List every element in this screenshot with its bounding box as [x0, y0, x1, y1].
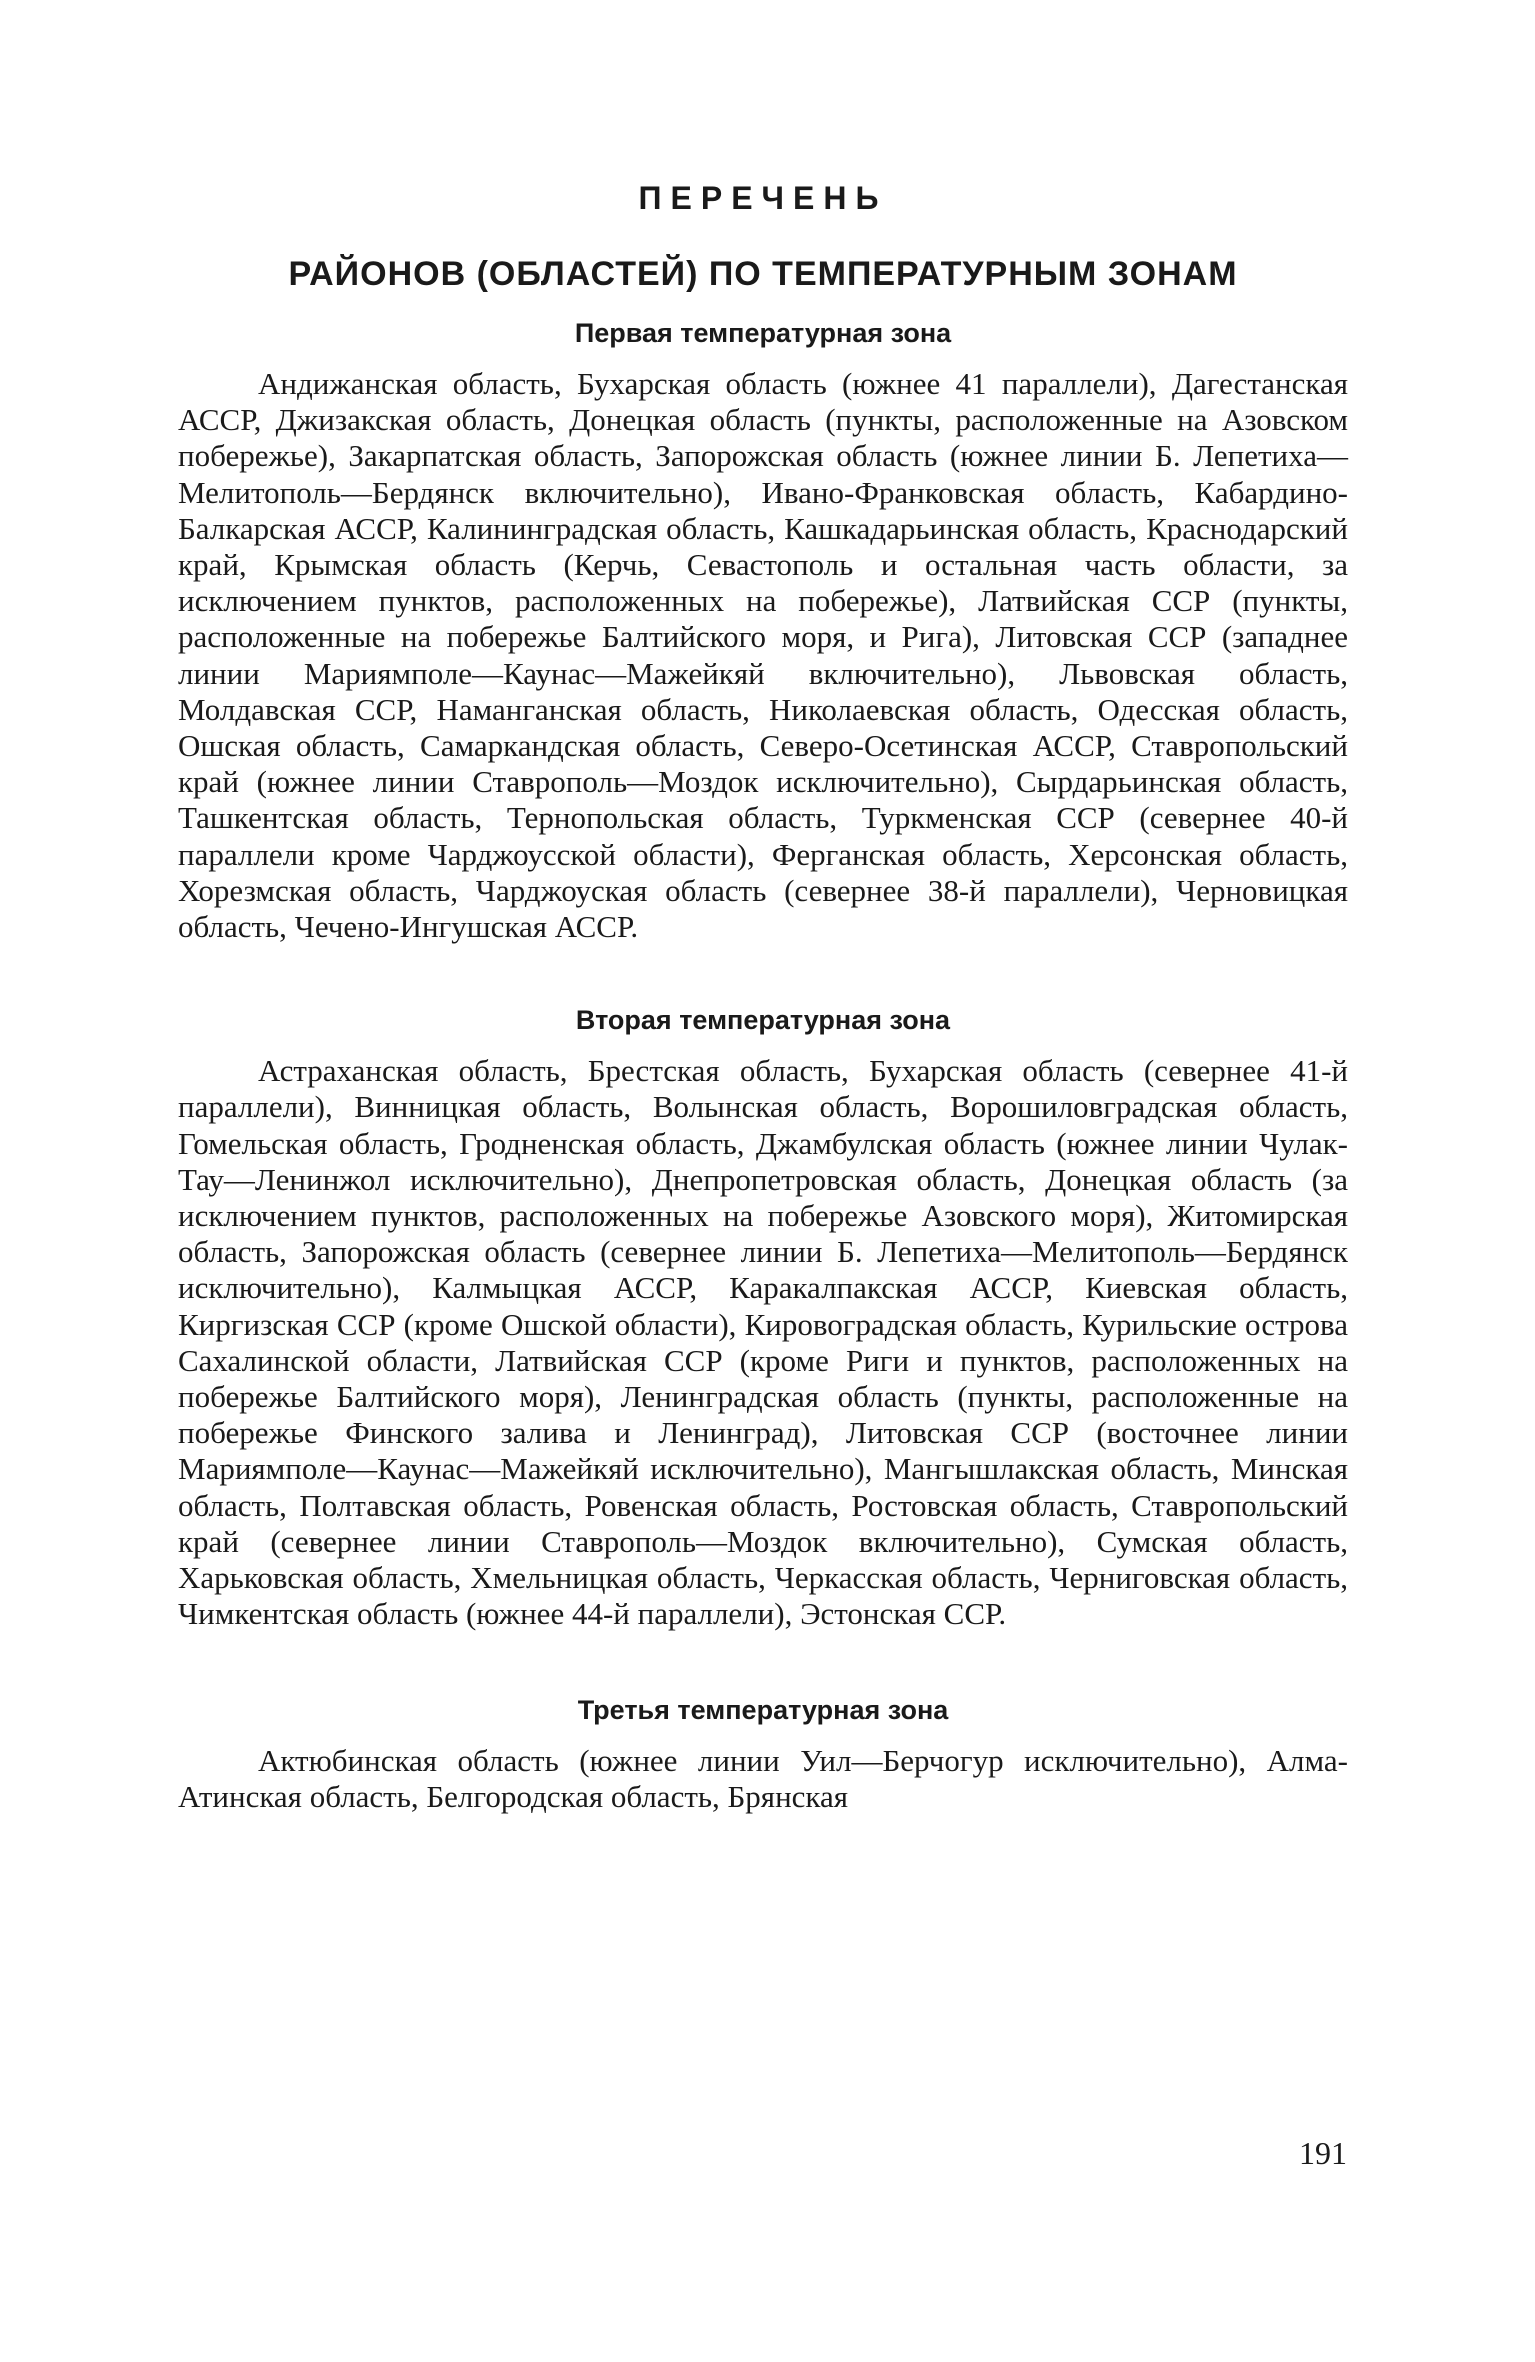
zone-2-heading: Вторая температурная зона: [575, 1005, 951, 1036]
zone-1-heading: Первая температурная зона: [574, 318, 952, 348]
document-title: ПЕРЕЧЕНЬ: [638, 180, 888, 216]
zone-1-text: Андижанская область, Бухарская область (южнее 41 параллели), Дагестанская АССР, Джизакская область, Донецкая область (пункты, расположенные на Азовском побережье), Закарпатская область, Запорожская область (южнее линии Б. Лепетиха—Мелитополь—Бердянск включительно), Ивано-Франковская область, Кабардино-Балкарская АССР, Калининградская область, Кашкадарьинская область, Краснодарский край, Крымская область (Керчь, Севастополь и остальная часть области, за исключением пунктов, расположенных на побережье), Латвийская ССР (пункты, расположенные на побережье Балтийского моря, и Рига), Литовская ССР (западнее линии Мариямполе—Каунас—Мажейкяй включительно), Львовская область, Молдавская ССР, Наманганская область, Николаевская область, Одесская область, Ошская область, Самаркандская область, Северо-Осетинская АССР, Ставропольский край (южнее линии Ставрополь—Моздок исключительно), Сырдарьинская область, Ташкентская область, Тернопольская область, Туркменская ССР (севернее 40-й параллели кроме Чарджоусской области), Ферганская область, Херсонская область, Хорезмская область, Чарджоуская область (севернее 38-й параллели), Черновицкая область, Чечено-Ингушская АССР.: [178, 366, 1348, 945]
document-page: [178, 150, 1348, 1815]
zone-3-text: Актюбинская область (южнее линии Уил—Берчогур исключительно), Алма-Атинская область, Белгородская область, Брянская: [178, 1742, 1348, 1814]
page-number: 191: [1299, 2135, 1347, 2171]
zone-2-text: Астраханская область, Брестская область, Бухарская область (севернее 41-й параллели), Винницкая область, Волынская область, Ворошиловградская область, Гомельская область, Гродненская область, Джамбулская область (южнее линии Чулак-Тау—Ленинжол исключительно), Днепропетровская область, Донецкая область (за исключением пунктов, расположенных на побережье Азовского моря), Житомирская область, Запорожская область (севернее линии Б. Лепетиха—Мелитополь—Бердянск исключительно), Калмыцкая АССР, Каракалпакская АССР, Киевская область, Киргизская ССР (кроме Ошской области), Кировоградская область, Курильские острова Сахалинской области, Латвийская ССР (кроме Риги и пунктов, расположенных на побережье Балтийского моря), Ленинградская область (пункты, расположенные на побережье Финского залива и Ленинград), Литовская ССР (восточнее линии Мариямполе—Каунас—Мажейкяй исключительно), Мангышлакская область, Минская область, Полтавская область, Ровенская область, Ростовская область, Ставропольский край (севернее линии Ставрополь—Моздок включительно), Сумская область, Харьковская область, Хмельницкая область, Черкасская область, Черниговская область, Чимкентская область (южнее 44-й параллели), Эстонская ССР.: [178, 1053, 1348, 1632]
document-subtitle: РАЙОНОВ (ОБЛАСТЕЙ) ПО ТЕМПЕРАТУРНЫМ ЗОНАМ: [288, 255, 1238, 293]
zone-3-heading: Третья температурная зона: [577, 1694, 949, 1725]
